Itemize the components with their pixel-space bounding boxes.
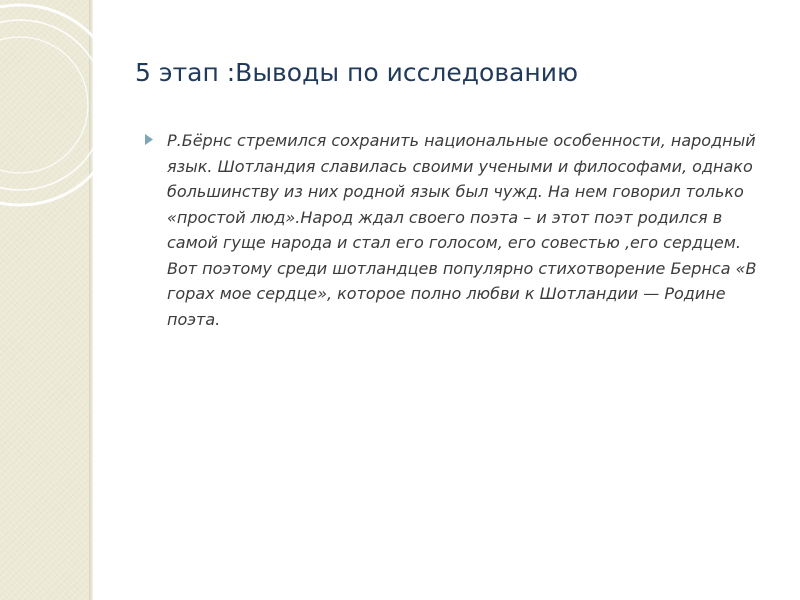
concentric-rings-icon (0, 0, 150, 220)
bullet-text: Р.Бёрнс стремился сохранить национальные особенности, народный язык. Шотландия славилась своими учеными и философами, однако большинству из них родной язык был чужд. На нем говорил только «простой люд».Народ ждал своего поэта – и этот поэт родился в самой гуще народа и стал его голосом, его совестью ,его сердцем. Вот поэтому среди шотландцев популярно стихотворение Бернса «В горах мое сердце», которое полно любви к Шотландии — Родине поэта. (167, 131, 757, 329)
bullet-item (145, 128, 775, 332)
slide-content (145, 128, 775, 332)
slide-title: 5 этап :Выводы по исследованию (135, 58, 579, 87)
triangle-bullet-icon (145, 134, 153, 145)
